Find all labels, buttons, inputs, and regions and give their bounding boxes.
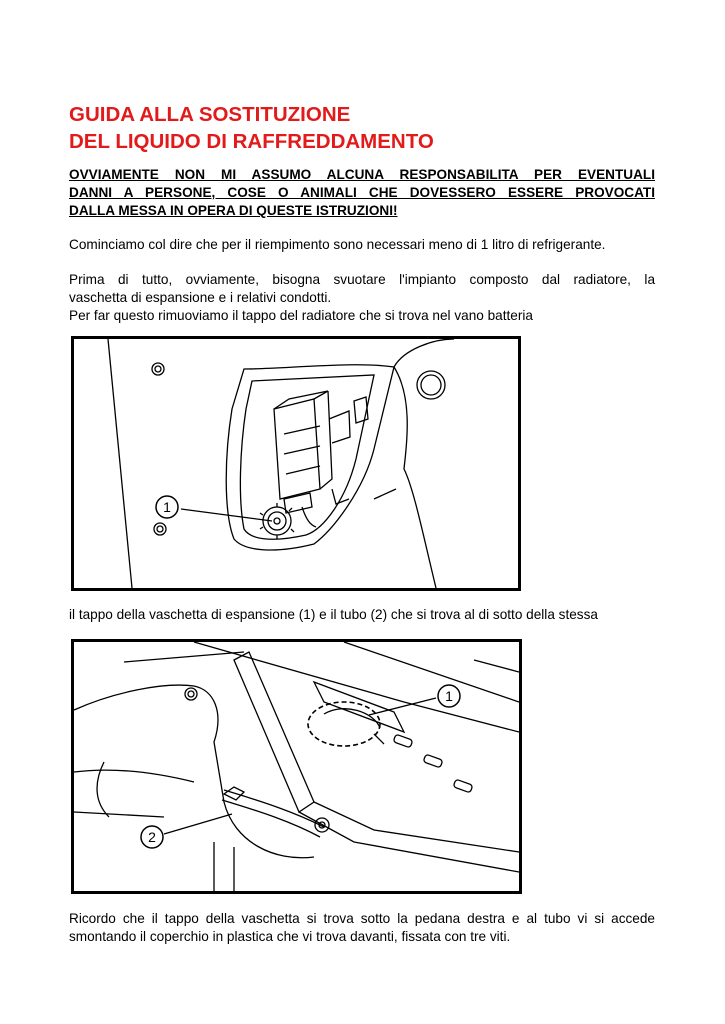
figure2-callout-1: 1: [445, 688, 453, 704]
disclaimer-warning: [69, 166, 655, 220]
figure2-callout-2: 2: [148, 829, 156, 845]
paragraph-expansion-tank: [69, 606, 655, 624]
warning-line-2: DANNI A PERSONE, COSE O ANIMALI CHE DOVESSERO ESSERE PROVOCATI: [69, 185, 655, 200]
figure-expansion-tank: [71, 639, 522, 894]
paragraph-access-line-1: Ricordo che il tappo della vaschetta si trova sotto la pedana destra e al tubo vi si accede: [69, 911, 655, 926]
paragraph-drain: [69, 271, 655, 325]
paragraph-expansion-tank-text: il tappo della vaschetta di espansione (1) e il tubo (2) che si trova al di sotto della stessa: [69, 607, 598, 622]
expansion-tank-drawing: [74, 642, 519, 891]
paragraph-intro-text: Cominciamo col dire che per il riempimento sono necessari meno di 1 litro di refrigerante.: [69, 237, 606, 252]
document-title: [69, 101, 669, 155]
paragraph-access-line-2: smontando il coperchio in plastica che vi trova davanti, fissata con tre viti.: [69, 929, 511, 944]
figure1-callout-1: 1: [163, 499, 171, 515]
paragraph-drain-line-1: Prima di tutto, ovviamente, bisogna svuotare l'impianto composto dal radiatore, la: [69, 272, 655, 287]
paragraph-intro: [69, 236, 655, 254]
title-line-1: GUIDA ALLA SOSTITUZIONE: [69, 103, 351, 126]
paragraph-drain-line-2: vaschetta di espansione e i relativi condotti.: [69, 290, 332, 305]
figure-radiator-cap: [71, 336, 521, 591]
paragraph-access: [69, 910, 655, 946]
radiator-cap-drawing: [74, 339, 518, 588]
title-line-2: DEL LIQUIDO DI RAFFREDDAMENTO: [69, 130, 434, 153]
warning-line-3: DALLA MESSA IN OPERA DI QUESTE ISTRUZIONI!: [69, 203, 398, 218]
paragraph-drain-line-3: Per far questo rimuoviamo il tappo del radiatore che si trova nel vano batteria: [69, 308, 533, 323]
warning-line-1: OVVIAMENTE NON MI ASSUMO ALCUNA RESPONSABILITA PER EVENTUALI: [69, 167, 655, 182]
